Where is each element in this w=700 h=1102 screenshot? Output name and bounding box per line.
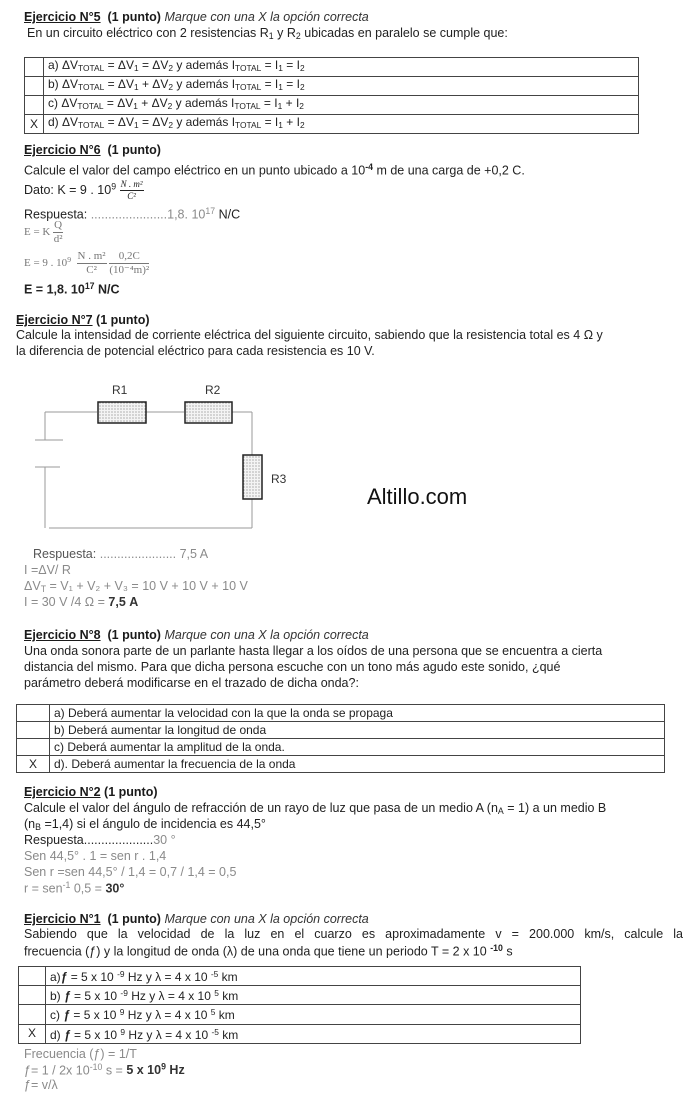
option-label: c) Deberá aumentar la amplitud de la onda. — [50, 739, 665, 756]
ej1-heading — [24, 912, 369, 926]
ej7-statement-line-1: Calcule la intensidad de corriente eléctrica del siguiente circuito, sabiendo que la resistencia total es 4 Ω y — [16, 328, 603, 342]
table-row — [17, 756, 665, 773]
ej8-statement-line-1: Una onda sonora parte de un parlante hasta llegar a los oídos de una persona que se encuentra a cierta — [24, 644, 603, 658]
ej5-points: (1 punto) — [107, 10, 161, 24]
ej6-dato: Dato: K = 9 . $10^9$ $\frac{\text{N . m²}}{\text{C²}}$ — [24, 179, 143, 201]
ej8-title: Ejercicio N°8 — [24, 628, 101, 642]
option-mark-cell[interactable] — [19, 986, 46, 1005]
ej7-line-1: I =ΔV/ R — [24, 563, 71, 577]
option-label: a) Deberá aumentar la velocidad con la que la onda se propaga — [50, 705, 665, 722]
label-r2: R2 — [205, 383, 221, 397]
table-row — [19, 1024, 581, 1043]
ej6-respuesta: Respuesta: ......................1,8. $10^{17}$ N/C — [24, 206, 241, 222]
ej2-points: (1 punto) — [104, 785, 158, 799]
table-row — [19, 986, 581, 1005]
ej1-statement-line-2: frecuencia (ƒ) y la longitud de onda (λ) de una onda que tiene un periodo T = 2 x 10 $^{-10}$ s — [24, 943, 513, 959]
ej5-statement: En un circuito eléctrico con 2 resistencias $R_1$ y $R_2$ ubicadas en paralelo se cumple que: — [27, 26, 508, 42]
option-label: a)ƒ = 5 x 10 $^{-9}$ Hz y λ = 4 x 10 $^{-5}$ km — [46, 967, 581, 986]
option-label: b) ƒ = 5 x 10 $^{-9}$ Hz y λ = 4 x 10 $^5$ km — [46, 986, 581, 1005]
resistor-r2 — [185, 402, 232, 423]
ej6-points: (1 punto) — [107, 143, 161, 157]
ej1-instruction: Marque con una X la opción correcta — [164, 912, 369, 926]
ej6-result: E = 1,8. $10^{17}$ N/C — [24, 281, 120, 297]
label-r1: R1 — [112, 383, 128, 397]
resistor-r3 — [243, 455, 262, 499]
option-mark-cell[interactable] — [19, 967, 46, 986]
ej1-line-1: Frecuencia (ƒ) = 1/T — [24, 1047, 137, 1061]
ej7-statement-line-2: la diferencia de potencial eléctrico para cada resistencia es 10 V. — [16, 344, 375, 358]
option-label: b) Deberá aumentar la longitud de onda — [50, 722, 665, 739]
ej8-statement-line-3: parámetro deberá modificarse en el trazado de dicha onda?: — [24, 676, 359, 690]
ej2-title: Ejercicio N°2 — [24, 785, 101, 799]
ej5-instruction: Marque con una X la opción correcta — [164, 10, 369, 24]
ej2-line-3: r = sen$^{-1}$ 0,5 = 30° — [24, 880, 125, 896]
option-mark-cell[interactable] — [19, 1005, 46, 1024]
option-mark-cell[interactable]: X — [19, 1024, 46, 1043]
ej1-title: Ejercicio N°1 — [24, 912, 101, 926]
ej8-heading — [24, 628, 369, 642]
option-label: a) $\Delta V_{TOTAL} = \Delta V_1 = \Delta V_2$ y además $I_{TOTAL} = I_1 = I_2$ — [44, 58, 639, 77]
option-label: b) $\Delta V_{TOTAL} = \Delta V_1 + \Delta V_2$ y además $I_{TOTAL} = I_1 = I_2$ — [44, 77, 639, 96]
ej8-points: (1 punto) — [107, 628, 161, 642]
ej2-statement-line-2: $(n_B =1,4)$ si el ángulo de incidencia es 44,5° — [24, 817, 266, 833]
option-label: c) $\Delta V_{TOTAL} = \Delta V_1 + \Delta V_2$ y además $I_{TOTAL} = I_1 + I_2$ — [44, 96, 639, 115]
ej2-heading — [24, 785, 158, 799]
table-row — [17, 739, 665, 756]
ej8-statement-line-2: distancia del mismo. Para que dicha persona escuche con un tono más agudo este sonido, ¿qué — [24, 660, 561, 674]
ej1-line-3: ƒ= v/λ — [24, 1078, 58, 1092]
option-label: d). Deberá aumentar la frecuencia de la onda — [50, 756, 665, 773]
table-row — [19, 967, 581, 986]
ej1-points: (1 punto) — [107, 912, 161, 926]
ej7-title: Ejercicio N°7 — [16, 313, 93, 327]
ej7-line-3: I = 30 V /4 Ω = 7,5 A — [24, 595, 139, 609]
ej6-title: Ejercicio N°6 — [24, 143, 101, 157]
watermark-altillo: Altillo.com — [367, 484, 468, 509]
ej7-points: (1 punto) — [96, 313, 150, 327]
ej8-options-table — [16, 704, 665, 773]
ej1-statement-line-1: Sabiendo que la velocidad de la luz en el cuarzo es aproximadamente v = 200.000 km/s, calcule la — [24, 927, 683, 941]
option-label: d) $\Delta V_{TOTAL} = \Delta V_1 = \Delta V_2$ y además $I_{TOTAL} = I_1 + I_2$ — [44, 115, 639, 134]
ej1-line-2: ƒ= 1 / 2x $10^{-10}$ s = 5 x $10^9$ Hz — [24, 1062, 185, 1078]
ej2-statement-line-1: Calcule el valor del ángulo de refracción de un rayo de luz que pasa de un medio A $(n_A = 1)$ a un medio B — [24, 801, 607, 817]
table-row — [19, 1005, 581, 1024]
ej7-line-2: $\Delta V_T = V_1 + V_2 + V_3 = 10$ V + 10 V + 10 V — [24, 579, 248, 595]
ej6-statement: Calcule el valor del campo eléctrico en un punto ubicado a $10^{-4}$ m de una carga de +0,2 C. — [24, 162, 525, 178]
option-mark-cell[interactable] — [17, 722, 50, 739]
ej5-title: Ejercicio N°5 — [24, 10, 101, 24]
ej8-instruction: Marque con una X la opción correcta — [164, 628, 369, 642]
resistor-r1 — [98, 402, 146, 423]
ej2-line-2: Sen r =sen 44,5° / 1,4 = 0,7 / 1,4 = 0,5 — [24, 865, 237, 879]
option-mark-cell[interactable]: X — [25, 115, 44, 134]
ej6-formula-2: E = 9 . $10^9$ $\frac{\text{N . m²}}{\text{C²}}$ $\frac{0,2C}{\text{(10⁻⁴m)²}}$ — [24, 250, 150, 276]
ej1-options-table — [18, 966, 581, 1044]
ej2-line-1: Sen 44,5° . 1 = sen r . 1,4 — [24, 849, 167, 863]
ej2-respuesta: Respuesta....................30 ° — [24, 833, 176, 847]
table-row — [17, 705, 665, 722]
option-label: c) ƒ = 5 x 10 $^9$ Hz y λ = 4 x 10 $^5$ km — [46, 1005, 581, 1024]
option-mark-cell[interactable] — [17, 705, 50, 722]
option-mark-cell[interactable]: X — [17, 756, 50, 773]
label-r3: R3 — [271, 472, 287, 486]
option-label: d) ƒ = 5 x 10 $^9$ Hz y λ = 4 x 10 $^{-5}$ km — [46, 1024, 581, 1043]
table-row — [17, 722, 665, 739]
ej6-formula-1: E = K $\frac{Q}{\text{d²}}$ — [24, 219, 63, 245]
ej7-respuesta: Respuesta: ...................... 7,5 A — [33, 547, 209, 561]
option-mark-cell[interactable] — [17, 739, 50, 756]
